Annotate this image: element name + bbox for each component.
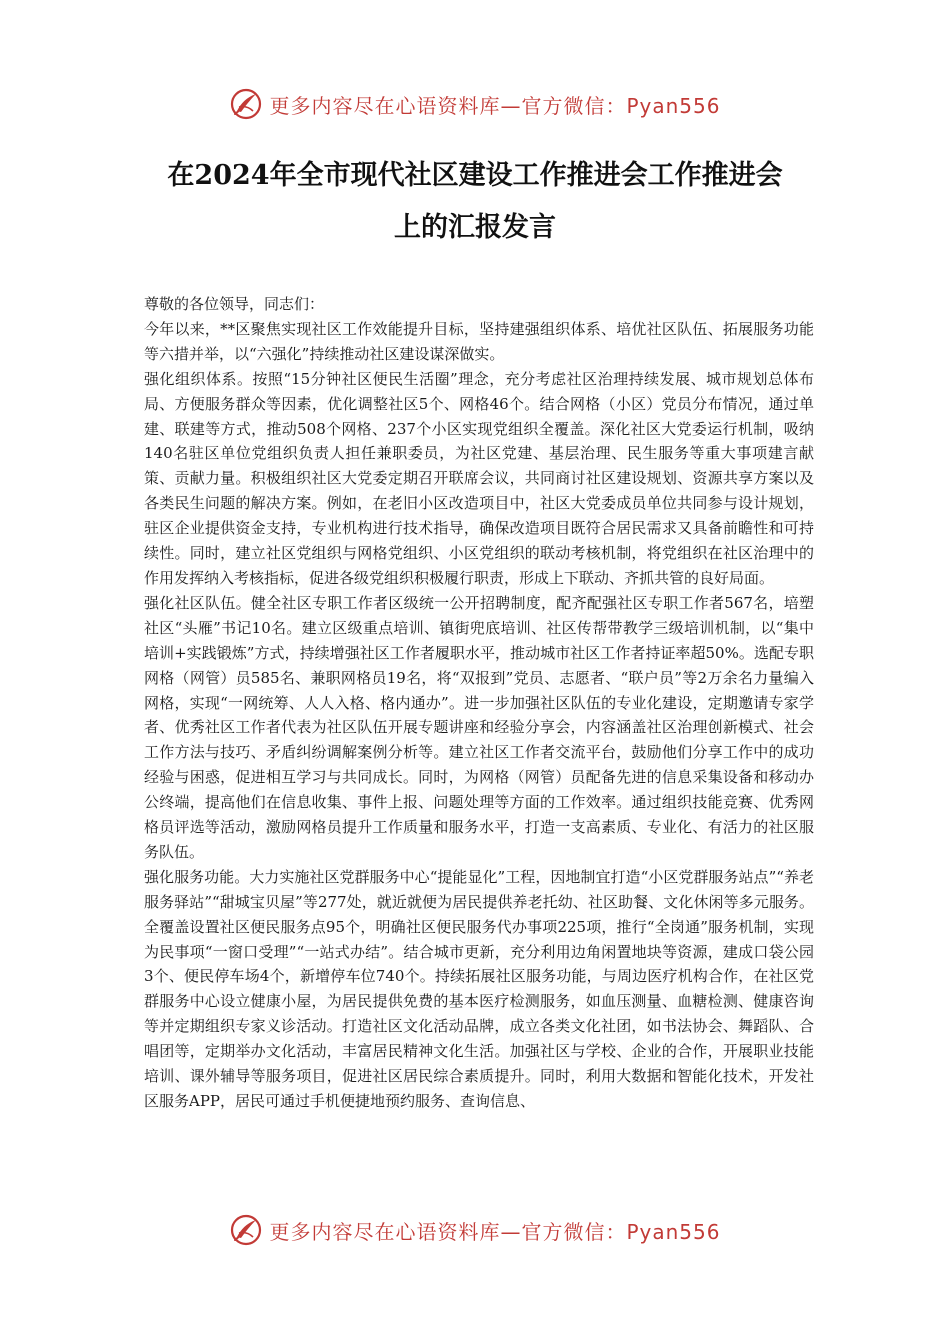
title-line-2: 上的汇报发言 [394, 212, 556, 243]
watermark-text: 更多内容尽在心语资料库—官方微信：Pyan556 [269, 1219, 721, 1244]
watermark-text: 更多内容尽在心语资料库—官方微信：Pyan556 [269, 93, 721, 118]
watermark-banner-top [0, 84, 950, 124]
paragraph-service: 强化服务功能。大力实施社区党群服务中心“提能显化”工程，因地制宜打造“小区党群服务站点”“养老服务驿站”“甜城宝贝屋”等277处，就近就便为居民提供养老托幼、社区助餐、文化休闲等多元服务。全覆盖设置社区便民服务点95个，明确社区便民服务代办事项225项，推行“全岗通”服务机制，实现为民事项“一窗口受理”“一站式办结”。结合城市更新，充分利用边角闲置地块等资源，建成口袋公园3个、便民停车场4个，新增停车位740个。持续拓展社区服务功能，与周边医疗机构合作，在社区党群服务中心设立健康小屋，为居民提供免费的基本医疗检测服务，如血压测量、血糖检测、健康咨询等并定期组织专家义诊活动。打造社区文化活动品牌，成立各类文化社团，如书法协会、舞蹈队、合唱团等，定期举办文化活动，丰富居民精神文化生活。加强社区与学校、企业的合作，开展职业技能培训、课外辅导等服务项目，促进社区居民综合素质提升。同时，利用大数据和智能化技术，开发社区服务APP，居民可通过手机便捷地预约服务、查询信息、 [144, 867, 814, 1110]
document-body [144, 292, 814, 1114]
title-line-1: 在2024年全市现代社区建设工作推进会工作推进会 [167, 160, 783, 191]
paragraph-organization: 强化组织体系。按照“15分钟社区便民生活圈”理念，充分考虑社区治理持续发展、城市规划总体布局、方便服务群众等因素，优化调整社区5个、网格46个。结合网格（小区）党员分布情况，通过单建、联建等方式，推动508个网格、237个小区实现党组织全覆盖。深化社区大党委运行机制，吸纳140名驻区单位党组织负责人担任兼职委员，为社区党建、基层治理、民生服务等重大事项建言献策、贡献力量。积极组织社区大党委定期召开联席会议，共同商讨社区建设规划、资源共享方案以及各类民生问题的解决方案。例如，在老旧小区改造项目中，社区大党委成员单位共同参与设计规划，驻区企业提供资金支持，专业机构进行技术指导，确保改造项目既符合居民需求又具备前瞻性和可持续性。同时，建立社区党组织与网格党组织、小区党组织的联动考核机制，将党组织在社区治理中的作用发挥纳入考核指标，促进各级党组织积极履行职责，形成上下联动、齐抓共管的良好局面。 [144, 369, 814, 587]
document-title [120, 150, 830, 254]
pen-scroll-logo-icon [229, 87, 263, 121]
paragraph-team: 强化社区队伍。健全社区专职工作者区级统一公开招聘制度，配齐配强社区专职工作者567名，培塑社区“头雁”书记10名。建立区级重点培训、镇街兜底培训、社区传帮带教学三级培训机制，以“集中培训+实践锻炼”方式，持续增强社区工作者履职水平，推动城市社区工作者持证率超50%。选配专职网格（网管）员585名、兼职网格员19名，将“双报到”党员、志愿者、“联户员”等2万余名力量编入网格，实现“一网统筹、人人入格、格内通办”。进一步加强社区队伍的专业化建设，定期邀请专家学者、优秀社区工作者代表为社区队伍开展专题讲座和经验分享会，内容涵盖社区治理创新模式、社会工作方法与技巧、矛盾纠纷调解案例分析等。建立社区工作者交流平台，鼓励他们分享工作中的成功经验与困惑，促进相互学习与共同成长。同时，为网格（网管）员配备先进的信息采集设备和移动办公终端，提高他们在信息收集、事件上报、问题处理等方面的工作效率。通过组织技能竞赛、优秀网格员评选等活动，激励网格员提升工作质量和服务水平，打造一支高素质、专业化、有活力的社区服务队伍。 [144, 593, 814, 861]
watermark-banner-bottom [0, 1210, 950, 1250]
paragraph-intro: 今年以来，**区聚焦实现社区工作效能提升目标，坚持建强组织体系、培优社区队伍、拓展服务功能等六措并举，以“六强化”持续推动社区建设谋深做实。 [144, 319, 814, 363]
salutation: 尊敬的各位领导，同志们： [144, 295, 325, 313]
pen-scroll-logo-icon [229, 1213, 263, 1247]
